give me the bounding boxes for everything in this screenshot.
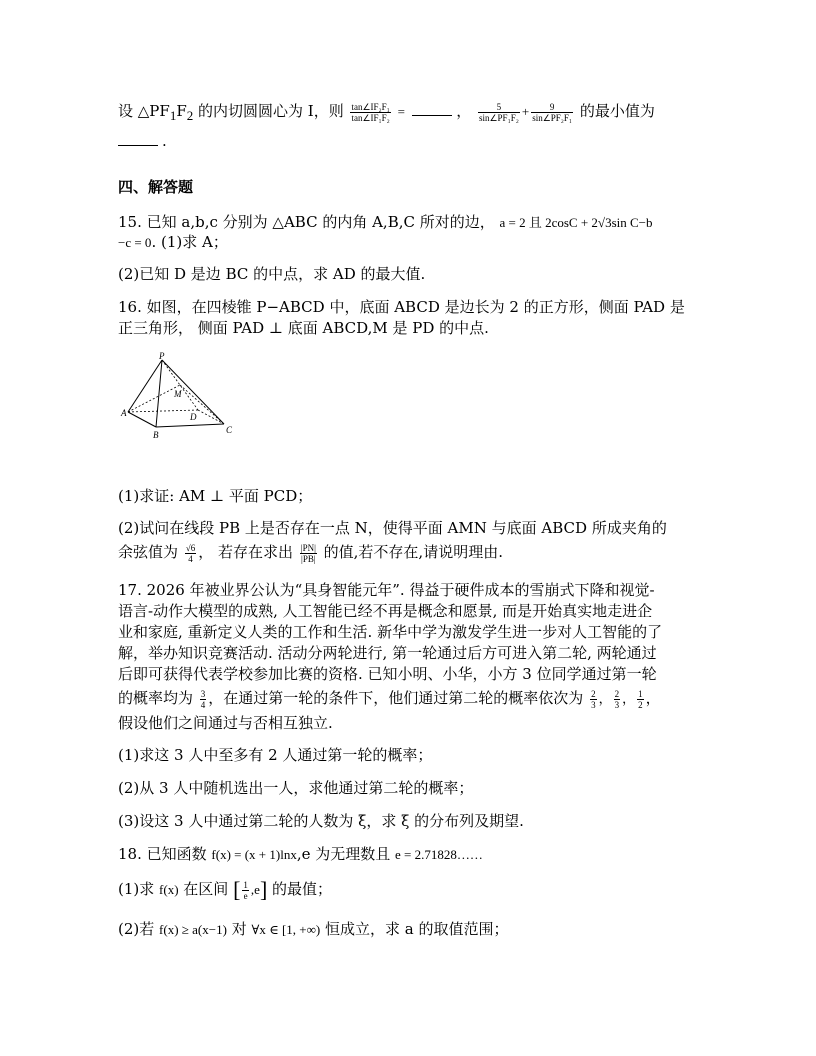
- text: 的最值；: [267, 880, 333, 898]
- q17-line-3: 业和家庭, 重新定义人类的工作和生活. 新华中学为激发学生进一步对人工智能的了: [118, 623, 663, 641]
- tan-ratio-fraction: $\frac{\text{tan∠IF₂F₁}}{\text{tan∠IF₁F₂}}$: [351, 101, 390, 123]
- text: 的概率均为: [118, 689, 198, 707]
- sin-fraction-1: $\frac{5}{\text{sin∠PF₁F₂}}$: [478, 101, 519, 123]
- section-heading: 四、解答题: [118, 178, 194, 196]
- q17-line-7: 假设他们之间通过与否相互独立.: [118, 714, 333, 732]
- q17-line-2: 语言-动作大模型的成熟, 人工智能已经不再是概念和愿景, 而是开始真实地走进企: [118, 602, 653, 620]
- text: ，: [645, 689, 661, 707]
- label-c: C: [226, 425, 233, 435]
- label-b: B: [153, 430, 159, 440]
- text: 恒成立，求 a 的取值范围；: [320, 920, 509, 938]
- text: (1)求: [118, 880, 160, 898]
- text: 对: [226, 920, 252, 938]
- q17-line-5: 后即可获得代表学校参加比赛的资格. 已知小明、小华，小方 3 位同学通过第一轮: [118, 665, 657, 683]
- math: a = 2 且 2cosC + 2√3sin C−b: [499, 215, 653, 230]
- math: f(x) = (x + 1)lnx: [211, 847, 297, 862]
- text: 15. 已知 a,b,c 分别为 △ABC 的内角 A,B,C 所对的边，: [118, 213, 500, 231]
- text: 在区间: [178, 880, 234, 898]
- text: 设 △PF: [118, 102, 170, 120]
- plus-sign: +: [521, 104, 530, 119]
- text: ，在通过第一轮的条件下，他们通过第二轮的概率依次为: [208, 689, 589, 707]
- separator: ，: [598, 691, 612, 706]
- prob-fraction: $\frac{2}{3}$: [614, 688, 620, 710]
- ratio-fraction: $\frac{|PN|}{|PB|}$: [300, 542, 316, 564]
- q15-line-2: [118, 232, 698, 253]
- math: −c = 0: [118, 235, 152, 250]
- cosine-fraction: $\frac{√6}{4}$: [185, 542, 196, 564]
- text: 余弦值为: [118, 543, 183, 561]
- math: f(x): [159, 882, 179, 897]
- label-p: P: [159, 352, 165, 361]
- math: ,e: [250, 882, 260, 897]
- answer-blank: [412, 103, 452, 116]
- q16-line-2: 正三角形， 侧面 PAD ⊥ 底面 ABCD,M 是 PD 的中点.: [118, 319, 489, 337]
- text: ，: [456, 102, 476, 120]
- text: .: [162, 132, 167, 150]
- q16-part-2-line-1: (2)试问在线段 PB 上是否存在一点 N，使得平面 AMN 与底面 ABCD 所成夹角的: [118, 519, 667, 537]
- q15-line-1: [118, 212, 698, 233]
- q16-part-1: (1)求证: AM ⊥ 平面 PCD；: [118, 487, 313, 505]
- q18-part-1: (1)求 f(x) 在区间 [ $\frac{1}{e}$ ,e] 的最值；: [118, 877, 333, 902]
- prob-fraction: $\frac{1}{2}$: [638, 688, 643, 710]
- math: e = 2.71828……: [395, 847, 483, 862]
- q15-part-2: (2)已知 D 是边 BC 的中点，求 AD 的最大值.: [118, 265, 426, 283]
- math: f(x) ≥ a(x−1): [159, 922, 227, 937]
- q17-part-1: (1)求这 3 人中至多有 2 人通过第一轮的概率；: [118, 746, 433, 764]
- q17-part-2: (2)从 3 人中随机选出一人，求他通过第二轮的概率；: [118, 779, 474, 797]
- equals-sign: =: [397, 104, 409, 119]
- sin-fraction-2: $\frac{9}{\text{sin∠PF₂F₁}}$: [532, 101, 573, 123]
- q17-part-3: (3)设这 3 人中通过第二轮的人数为 ξ，求 ξ 的分布列及期望.: [118, 812, 524, 830]
- q17-line-6: [118, 688, 698, 710]
- label-m: M: [174, 389, 182, 399]
- subscript: 2: [186, 108, 194, 123]
- q17-line-4: 解，举办知识竞赛活动. 活动分两轮进行, 第一轮通过后方可进入第二轮, 两轮通过: [118, 644, 657, 662]
- label-a: A: [121, 408, 127, 418]
- interval-fraction: $\frac{1}{e}$: [243, 879, 248, 901]
- text: 的值,若不存在,请说明理由.: [318, 543, 503, 561]
- fill-in-question-line: [118, 101, 698, 126]
- text: 18. 已知函数: [118, 845, 212, 863]
- text: (2)若: [118, 920, 160, 938]
- answer-blank: [118, 133, 158, 146]
- q16-line-1: 16. 如图，在四棱锥 P−ABCD 中，底面 ABCD 是边长为 2 的正方形，侧面 PAD 是: [118, 298, 685, 316]
- blank-line: [118, 131, 698, 151]
- subscript: 1: [169, 108, 177, 123]
- text: . (1)求 A；: [151, 233, 228, 251]
- label-d: D: [190, 412, 197, 422]
- prob-fraction: $\frac{3}{4}$: [200, 688, 206, 710]
- q16-part-2-line-2: [118, 542, 698, 564]
- prob-fraction: $\frac{2}{3}$: [591, 688, 596, 710]
- q18-part-2: [118, 919, 698, 940]
- text: 的内切圆圆心为 I，则: [193, 102, 349, 120]
- q17-line-1: 17. 2026 年被业界公认为“具身智能元年”. 得益于硬件成本的雪崩式下降和视觉-: [118, 581, 655, 599]
- text: F: [176, 102, 187, 120]
- text: 的最小值为: [575, 102, 655, 120]
- separator: ，: [622, 691, 636, 706]
- math: ∀x ∈ [1, +∞): [251, 922, 321, 937]
- pyramid-figure: [118, 352, 242, 444]
- text: ， 若存在求出: [198, 543, 298, 561]
- text: ,e 为无理数且: [296, 845, 396, 863]
- q18-line-1: [118, 844, 698, 865]
